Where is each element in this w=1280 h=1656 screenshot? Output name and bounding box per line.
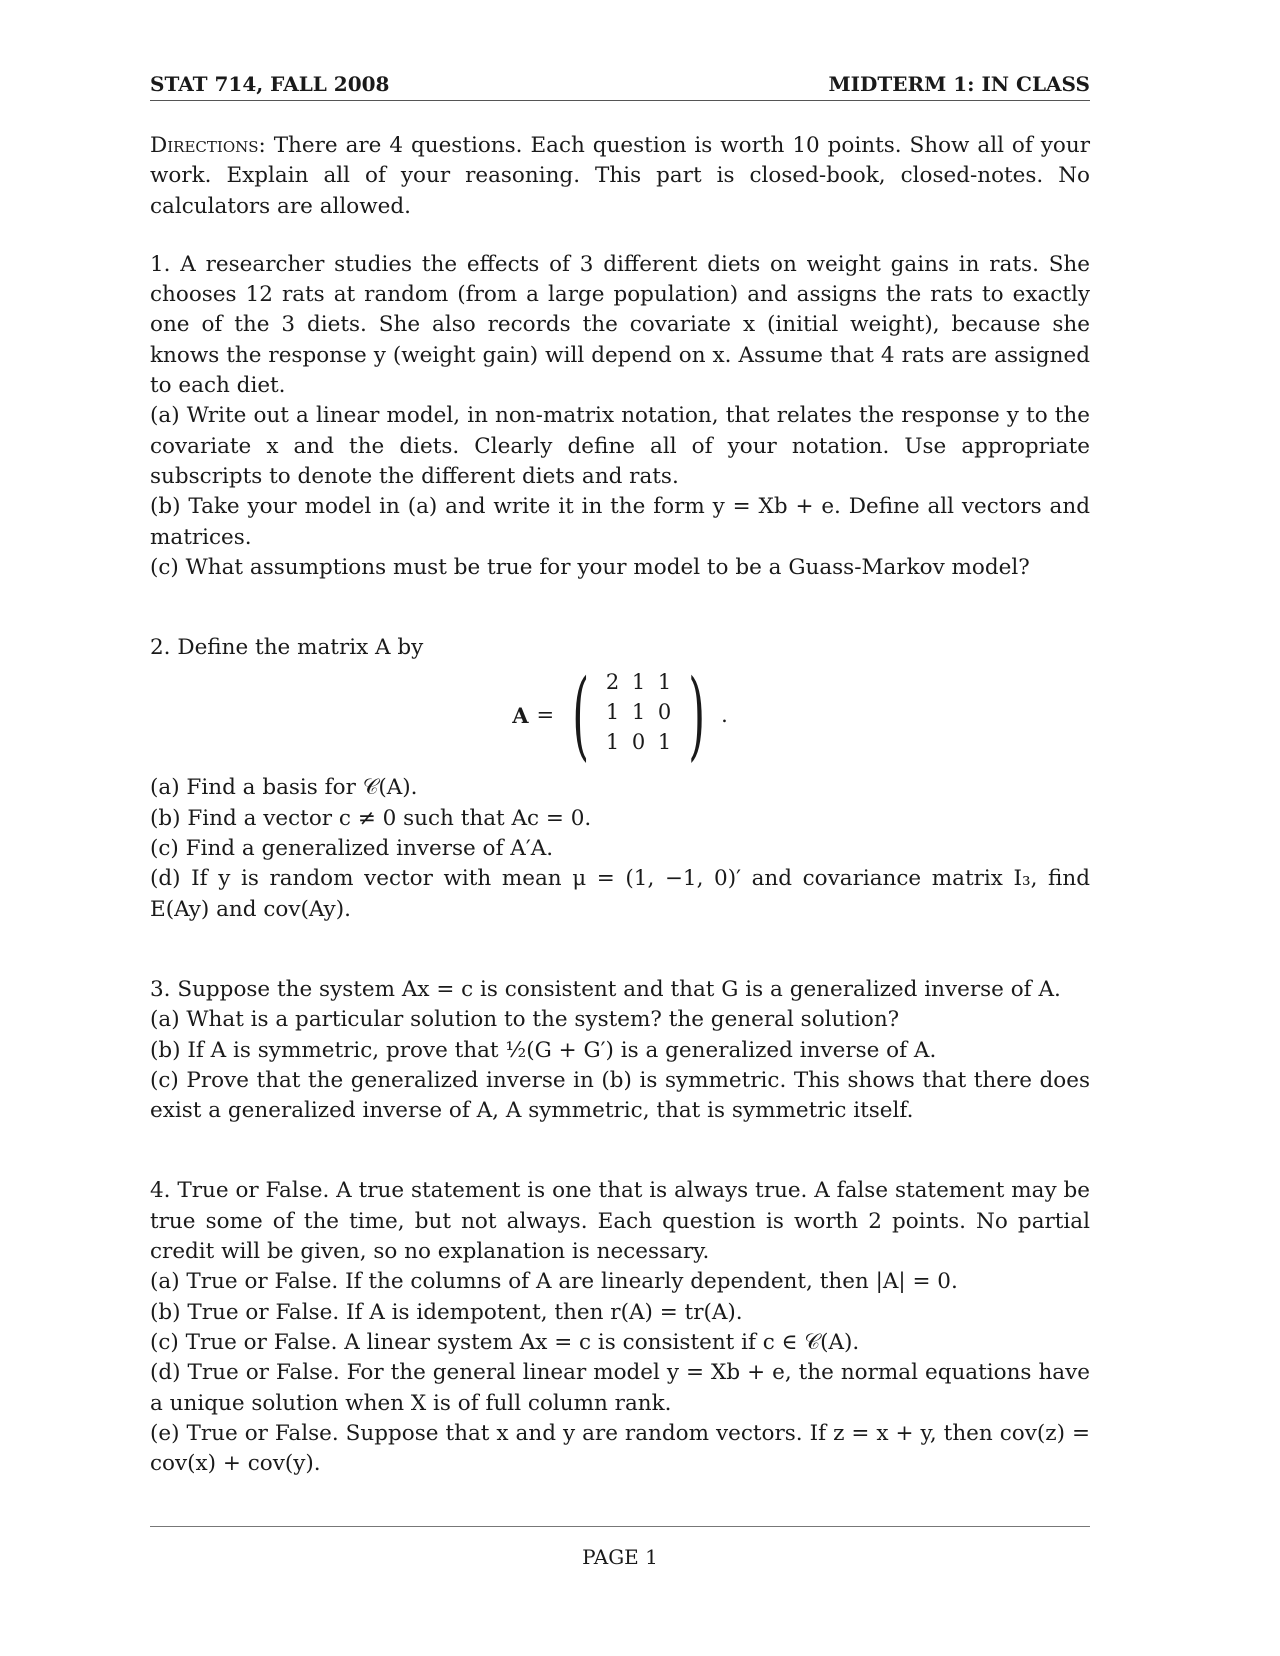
q1-part-c: (c) What assumptions must be true for your model to be a Guass-Markov model? bbox=[150, 554, 1030, 580]
matrix-cell: 2 bbox=[605, 670, 620, 695]
q4-intro: 4. True or False. A true statement is one that is always true. A false statement may be true some of the time, but not always. Each question is worth 2 points. No partial credit will be given, so no explanation is necessary. bbox=[150, 1178, 1090, 1265]
q4-part-a: (a) True or False. If the columns of A are linearly dependent, then |A| = 0. bbox=[150, 1269, 958, 1295]
matrix-cell: 1 bbox=[631, 670, 646, 695]
q4-part-d: (d) True or False. For the general linear model y = Xb + e, the normal equations have a unique solution when X is of full column rank. bbox=[150, 1360, 1090, 1416]
q3-part-b: (b) If A is symmetric, prove that ½(G + G′) is a generalized inverse of A. bbox=[150, 1037, 937, 1063]
q4-part-b: (b) True or False. If A is idempotent, then r(A) = tr(A). bbox=[150, 1299, 743, 1325]
question-3 bbox=[150, 975, 1090, 1126]
q2-part-a: (a) Find a basis for 𝒞(A). bbox=[150, 775, 418, 801]
q2-part-b: (b) Find a vector c ≠ 0 such that Ac = 0. bbox=[150, 805, 592, 831]
q4-part-c: (c) True or False. A linear system Ax = c is consistent if c ∈ 𝒞(A). bbox=[150, 1329, 860, 1355]
right-paren: ) bbox=[687, 659, 705, 772]
directions-label: Directions: bbox=[150, 133, 266, 158]
matrix-grid bbox=[600, 670, 678, 760]
exam-title: MIDTERM 1: IN CLASS bbox=[828, 72, 1090, 96]
matrix-cell: 1 bbox=[657, 730, 672, 755]
q3-part-c: (c) Prove that the generalized inverse in (b) is symmetric. This shows that there does exist a generalized inverse of A, A symmetric, that is symmetric itself. bbox=[150, 1067, 1090, 1124]
question-1 bbox=[150, 250, 1090, 583]
page-footer bbox=[150, 1526, 1090, 1569]
equals-sign: = bbox=[536, 703, 555, 728]
period: . bbox=[721, 703, 728, 728]
q3-part-a: (a) What is a particular solution to the system? the general solution? bbox=[150, 1007, 900, 1033]
question-4 bbox=[150, 1176, 1090, 1479]
q1-intro: 1. A researcher studies the effects of 3 different diets on weight gains in rats. She chooses 12 rats at random (from a large population) and assigns the rats to exactly one of the 3 diets. She also records the covariate x (initial weight), because she knows the response y (weight gain) will depend on x. Assume that 4 rats are assigned to each diet. bbox=[150, 251, 1090, 399]
q1-part-b: (b) Take your model in (a) and write it in the form y = Xb + e. Define all vectors and matrices. bbox=[150, 494, 1090, 550]
q2-part-c: (c) Find a generalized inverse of A′A. bbox=[150, 836, 554, 862]
page-header bbox=[150, 72, 1090, 101]
q3-intro: 3. Suppose the system Ax = c is consistent and that G is a generalized inverse of A. bbox=[150, 976, 1061, 1002]
matrix-cell: 1 bbox=[605, 730, 620, 755]
matrix-cell: 1 bbox=[631, 700, 646, 725]
matrix-label: A bbox=[512, 702, 529, 728]
matrix-cell: 0 bbox=[657, 700, 672, 725]
q2-part-d: (d) If y is random vector with mean μ = (1, −1, 0)′ and covariance matrix I₃, find E(Ay) and cov(Ay). bbox=[150, 866, 1090, 922]
page-number: PAGE 1 bbox=[582, 1545, 658, 1569]
directions bbox=[150, 131, 1090, 222]
matrix-cell: 0 bbox=[631, 730, 646, 755]
exam-page bbox=[150, 72, 1090, 1479]
directions-text: There are 4 questions. Each question is worth 10 points. Show all of your work. Explain all of your reasoning. This part is closed-book, closed-notes. No calculators are allowed. bbox=[150, 133, 1090, 219]
matrix-cell: 1 bbox=[605, 700, 620, 725]
matrix-cell: 1 bbox=[657, 670, 672, 695]
q1-part-a: (a) Write out a linear model, in non-matrix notation, that relates the response y to the covariate x and the diets. Clearly define all of your notation. Use appropriate subscripts to denote the different diets and rats. bbox=[150, 403, 1090, 489]
matrix-a-display bbox=[150, 659, 1090, 772]
q2-intro: 2. Define the matrix A by bbox=[150, 635, 424, 661]
course-title: STAT 714, FALL 2008 bbox=[150, 72, 390, 96]
left-paren: ( bbox=[572, 659, 590, 772]
q4-part-e: (e) True or False. Suppose that x and y are random vectors. If z = x + y, then cov(z) = cov(x) + cov(y). bbox=[150, 1420, 1090, 1477]
question-2 bbox=[150, 633, 1090, 925]
